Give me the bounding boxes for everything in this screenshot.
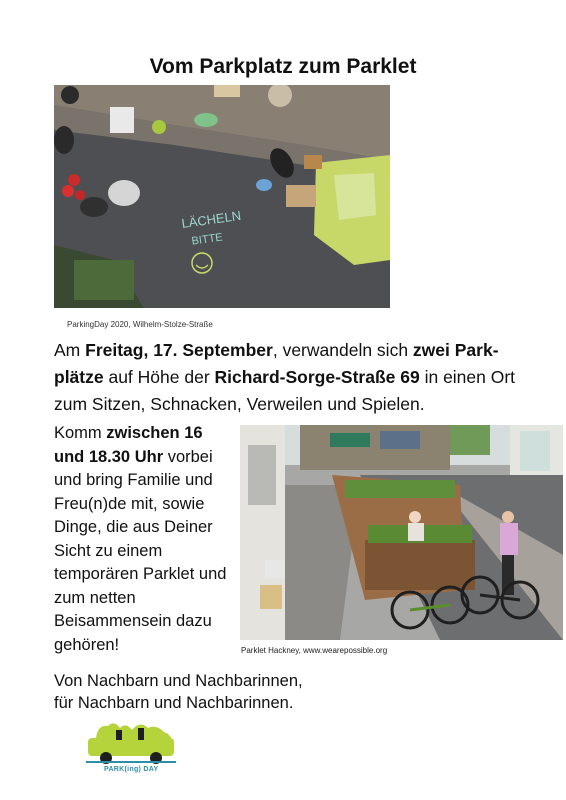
intro-text: auf Höhe der — [103, 367, 215, 387]
page-title: Vom Parkplatz zum Parklet — [149, 55, 417, 78]
closing-text — [54, 670, 454, 714]
chalk-text-2: BITTE — [190, 231, 224, 248]
closing-line-1: Von Nachbarn und Nachbarinnen, — [54, 672, 303, 690]
chalk-text-1: LÄCHELN — [180, 207, 243, 232]
intro-date: Freitag, 17. September — [85, 340, 273, 360]
intro-text: in einen Ort zum Sitzen, Schnacken, Verweilen und Spielen. — [54, 367, 516, 414]
intro-text: , verwandeln sich — [272, 340, 413, 360]
photo2-caption: Parklet Hackney, www.wearepossible.org — [241, 646, 388, 655]
parklet-photo — [240, 425, 563, 640]
intro-text: Am — [54, 340, 86, 360]
intro-address: Richard-Sorge-Straße 69 — [214, 367, 420, 387]
invitation-text: vorbei und bring Familie und Freu(n)de mit, sowie Dinge, die aus Deiner Sicht zu einem temporären Parklet und zum netten Beisammensein dazu gehören! — [54, 447, 227, 654]
logo-text: PARK(ing) DAY — [104, 766, 159, 773]
invitation-paragraph — [54, 422, 234, 657]
invitation-text: Komm — [54, 424, 107, 442]
photo1-caption: ParkingDay 2020, Wilhelm-Stolze-Straße — [67, 320, 213, 329]
invitation-time: zwischen 16 und 18.30 Uhr — [54, 424, 203, 466]
intro-paragraph — [54, 337, 524, 418]
closing-line-2: für Nachbarn und Nachbarinnen. — [54, 694, 294, 712]
street-aerial-photo — [54, 85, 390, 308]
intro-spaces: zwei Park-plätze — [54, 340, 499, 387]
